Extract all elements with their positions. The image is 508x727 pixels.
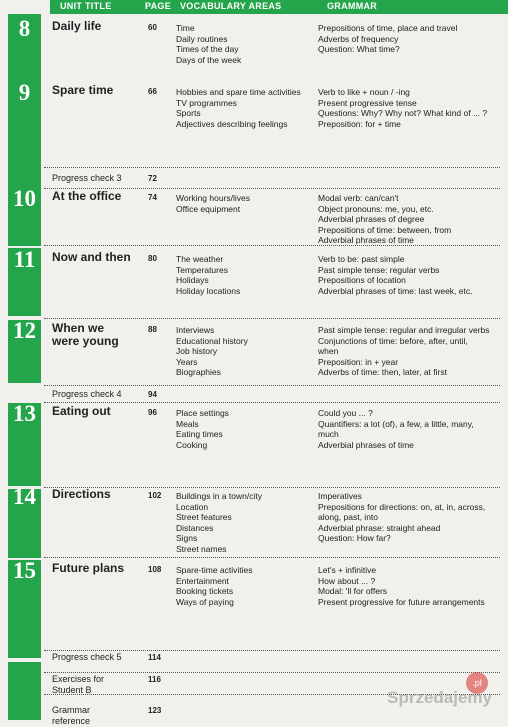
unit-number: 13 xyxy=(13,401,36,426)
header-page: PAGE xyxy=(145,1,172,11)
vocabulary-item: Street features xyxy=(176,512,232,522)
vocabulary-item: Working hours/lives xyxy=(176,193,251,203)
unit-title: Eating out xyxy=(52,404,111,418)
vocabulary-list xyxy=(176,491,262,554)
vocabulary-list xyxy=(176,87,301,129)
unit-page: 88 xyxy=(148,325,157,334)
vocabulary-item: Hobbies and spare time activities xyxy=(176,87,301,97)
grammar-item: Quantifiers: a lot (of), a few, a little, many, xyxy=(318,418,474,429)
grammar-item: Question: What time? xyxy=(318,44,400,54)
watermark-logo: Sprzedajemy xyxy=(387,688,492,707)
back-matter-page: 116 xyxy=(148,675,161,684)
header-grammar: GRAMMAR xyxy=(327,1,378,11)
vocabulary-item: Spare-time activities xyxy=(176,565,253,575)
grammar-item: Adverbial phrases of degree xyxy=(318,214,425,224)
vocabulary-item: Temperatures xyxy=(176,264,228,275)
progress-check-label: Progress check 3 xyxy=(52,173,122,183)
grammar-item: along, past, into xyxy=(318,512,379,522)
grammar-item: Question: How far? xyxy=(318,533,391,543)
grammar-item: much xyxy=(318,429,339,439)
vocabulary-item: Cooking xyxy=(176,439,208,450)
vocabulary-item: Street names xyxy=(176,543,227,554)
unit-page: 96 xyxy=(148,408,157,417)
table-header xyxy=(50,0,508,14)
vocabulary-list xyxy=(176,23,241,65)
vocabulary-item: Booking tickets xyxy=(176,586,234,596)
unit-page: 102 xyxy=(148,491,162,500)
back-matter-page: 123 xyxy=(148,706,162,715)
vocabulary-item: Office equipment xyxy=(176,203,241,214)
progress-check-page: 94 xyxy=(148,390,157,399)
vocabulary-item: Location xyxy=(176,501,209,512)
unit-title: At the office xyxy=(52,189,122,203)
grammar-item: Object pronouns: me, you, etc. xyxy=(318,203,434,214)
grammar-item: Conjunctions of time: before, after, until, xyxy=(318,335,468,346)
dotted-divider xyxy=(44,557,500,558)
vocabulary-item: Job history xyxy=(176,346,218,356)
vocabulary-item: TV programmes xyxy=(176,97,237,108)
unit-title: When we were young xyxy=(52,321,119,348)
grammar-list xyxy=(318,193,451,246)
dotted-divider xyxy=(44,672,500,673)
grammar-item: Preposition: in + year xyxy=(318,356,399,367)
grammar-list xyxy=(318,23,457,55)
back-matter-label: Exercises for Student B xyxy=(52,674,105,695)
vocabulary-item: Place settings xyxy=(176,408,229,418)
vocabulary-item: Educational history xyxy=(176,335,248,346)
vocabulary-list xyxy=(176,565,253,607)
grammar-item: Past simple tense: regular and irregular verbs xyxy=(318,325,490,335)
dotted-divider xyxy=(44,487,500,488)
grammar-item: when xyxy=(318,346,339,356)
grammar-list xyxy=(318,491,485,544)
unit-title: Spare time xyxy=(52,83,114,97)
dotted-divider xyxy=(44,385,500,386)
unit-number: 11 xyxy=(13,247,36,272)
vocabulary-item: Distances xyxy=(176,522,214,533)
vocabulary-item: Adjectives describing feelings xyxy=(176,118,288,129)
vocabulary-item: Interviews xyxy=(176,325,215,335)
grammar-item: Past simple tense: regular verbs xyxy=(318,264,440,275)
grammar-list xyxy=(318,87,487,129)
back-matter-label: Grammar reference xyxy=(52,705,91,726)
grammar-item: Present progressive for future arrangements xyxy=(318,596,485,607)
vocabulary-item: Years xyxy=(176,356,198,367)
grammar-item: Adverbs of frequency xyxy=(318,33,399,44)
header-vocabulary: VOCABULARY AREAS xyxy=(180,1,282,11)
vocabulary-item: Ways of paying xyxy=(176,596,234,607)
vocabulary-list xyxy=(176,193,250,214)
vocabulary-item: Entertainment xyxy=(176,575,229,586)
grammar-item: Modal: 'll for offers xyxy=(318,586,388,596)
header-unit-title: UNIT TITLE xyxy=(60,1,112,11)
vocabulary-item: Days of the week xyxy=(176,54,242,65)
unit-number: 15 xyxy=(13,558,36,583)
grammar-list xyxy=(318,565,485,607)
unit-number: 8 xyxy=(18,16,31,41)
vocabulary-item: Eating times xyxy=(176,429,223,439)
vocabulary-list xyxy=(176,408,229,450)
grammar-item: Adverbial phrase: straight ahead xyxy=(318,522,441,533)
vocabulary-item: Holiday locations xyxy=(176,285,241,296)
unit-page: 108 xyxy=(148,565,162,574)
dotted-divider xyxy=(44,650,500,651)
grammar-item: Preposition: for + time xyxy=(318,118,401,129)
grammar-item: Questions: Why? Why not? What kind of ... ? xyxy=(318,108,488,118)
grammar-item: Verb to be: past simple xyxy=(318,254,405,264)
dotted-divider xyxy=(44,402,500,403)
vocabulary-item: The weather xyxy=(176,254,224,264)
progress-check-label: Progress check 5 xyxy=(52,652,122,662)
grammar-list xyxy=(318,325,490,378)
vocabulary-item: Time xyxy=(176,23,195,33)
progress-check-label: Progress check 4 xyxy=(52,389,122,399)
vocabulary-item: Signs xyxy=(176,533,198,543)
grammar-item: Adverbial phrases of time xyxy=(318,235,414,245)
grammar-item: Modal verb: can/can't xyxy=(318,193,399,203)
grammar-item: Adverbial phrases of time xyxy=(318,439,414,450)
grammar-item: Prepositions of time, place and travel xyxy=(318,23,458,33)
grammar-item: Let's + infinitive xyxy=(318,565,377,575)
dotted-divider xyxy=(44,318,500,319)
unit-number: 9 xyxy=(18,80,31,105)
grammar-item: Verb to like + noun / -ing xyxy=(318,87,410,97)
vocabulary-item: Holidays xyxy=(176,275,209,285)
unit-title: Daily life xyxy=(52,19,102,33)
vocabulary-item: Buildings in a town/city xyxy=(176,491,262,501)
grammar-item: Prepositions for directions: on, at, in, across, xyxy=(318,501,486,512)
unit-title: Now and then xyxy=(52,250,131,264)
grammar-item: Could you ... ? xyxy=(318,408,373,418)
grammar-item: Imperatives xyxy=(318,491,362,501)
watermark-suffix: .pl xyxy=(472,678,482,688)
vocabulary-list xyxy=(176,254,240,296)
vocabulary-item: Sports xyxy=(176,108,201,118)
unit-number: 14 xyxy=(13,484,36,509)
grammar-list xyxy=(318,408,474,450)
unit-page: 80 xyxy=(148,254,157,263)
grammar-list xyxy=(318,254,473,296)
vocabulary-list xyxy=(176,325,248,378)
vocabulary-item: Times of the day xyxy=(176,44,239,54)
unit-number: 10 xyxy=(13,186,36,211)
grammar-item: Adverbial phrases of time: last week, etc. xyxy=(318,285,473,296)
unit-page: 74 xyxy=(148,193,157,202)
unit-title: Future plans xyxy=(52,561,125,575)
progress-check-page: 114 xyxy=(148,653,161,662)
grammar-item: Present progressive tense xyxy=(318,97,417,108)
vocabulary-item: Daily routines xyxy=(176,33,228,44)
unit-page: 66 xyxy=(148,87,157,96)
unit-number: 12 xyxy=(13,318,36,343)
vocabulary-item: Meals xyxy=(176,418,199,429)
grammar-item: Adverbs of time: then, later, at first xyxy=(318,367,447,377)
dotted-divider xyxy=(44,167,500,168)
unit-title: Directions xyxy=(52,487,111,501)
grammar-item: How about ... ? xyxy=(318,575,376,586)
grammar-item: Prepositions of time: between, from xyxy=(318,224,452,235)
progress-check-page: 72 xyxy=(148,174,157,183)
unit-page: 60 xyxy=(148,23,157,32)
grammar-item: Prepositions of location xyxy=(318,275,406,285)
back-matter-sidebar xyxy=(8,662,41,720)
vocabulary-item: Biographies xyxy=(176,367,221,377)
